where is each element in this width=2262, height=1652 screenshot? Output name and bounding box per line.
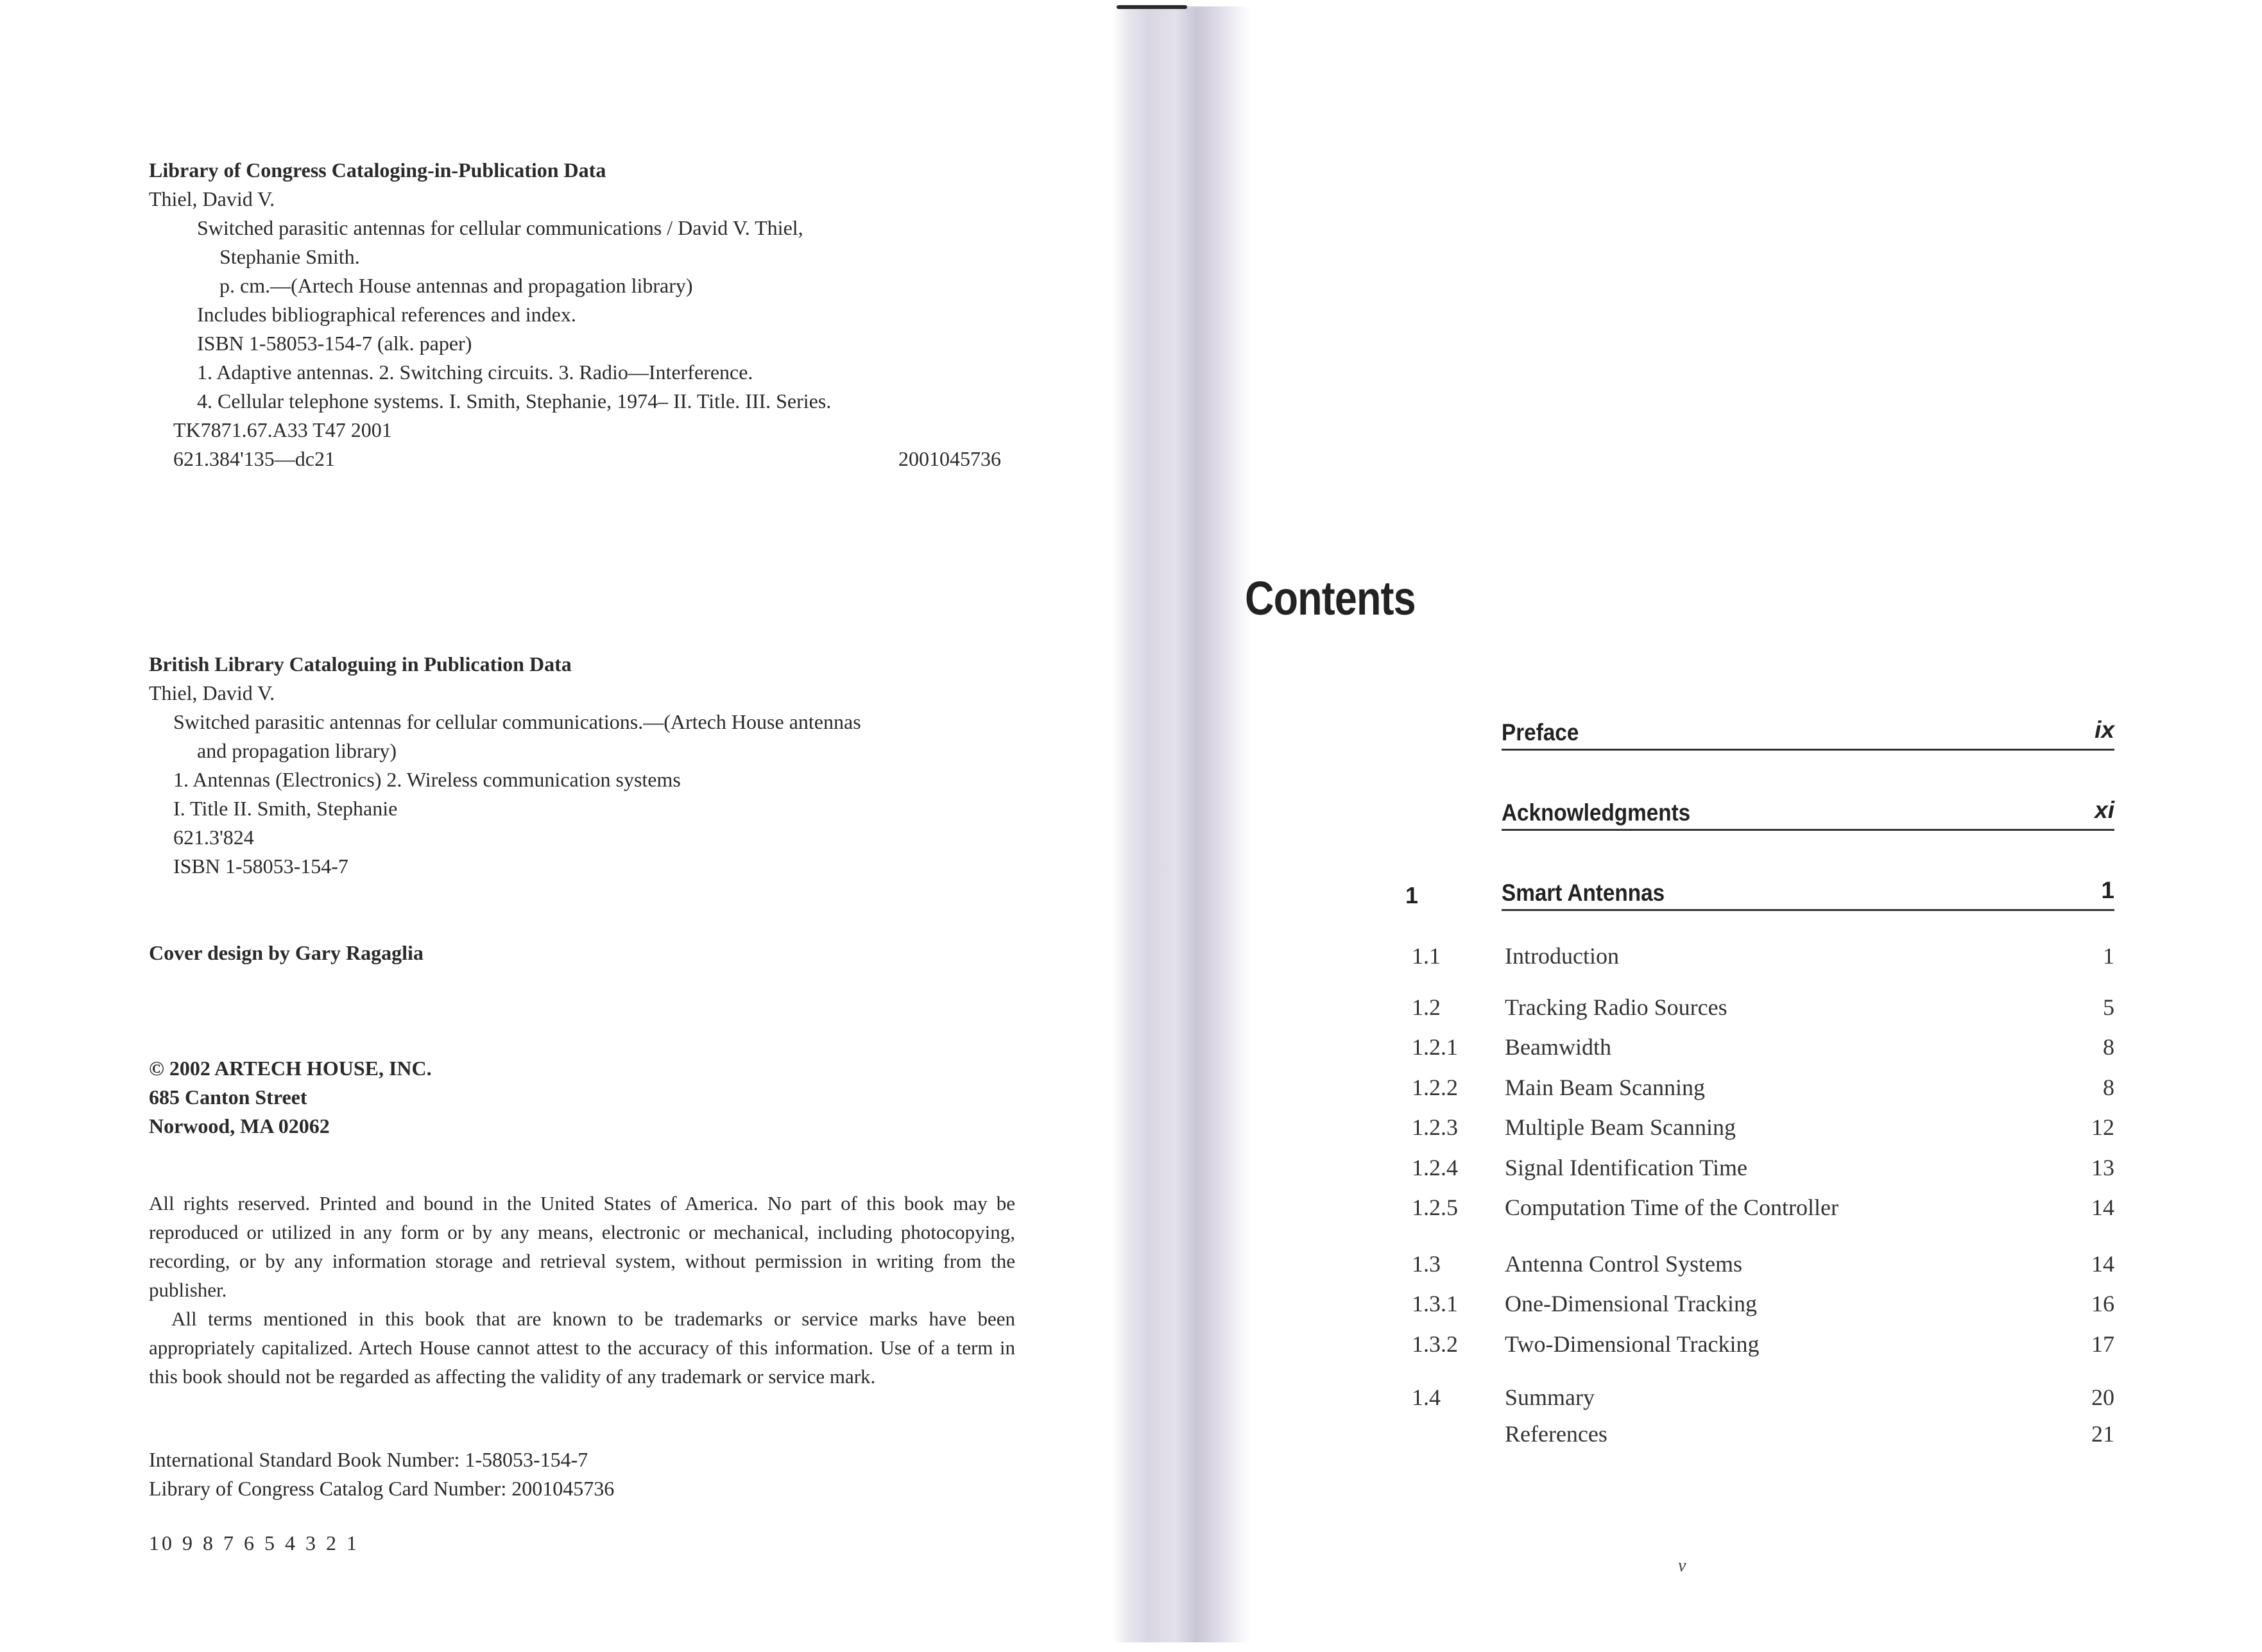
toc-section-title: Tracking Radio Sources: [1505, 994, 1727, 1020]
gutter-edge-mark: [1117, 5, 1187, 9]
bl-dewey-line: 621.3'824: [173, 826, 254, 849]
toc-section-title: Beamwidth: [1505, 1034, 1611, 1060]
toc-section-number: 1.3.1: [1412, 1291, 1458, 1316]
toc-section-title: Introduction: [1505, 943, 1619, 969]
toc-section-number: 1.2.2: [1412, 1075, 1458, 1100]
toc-entry-title: Preface: [1502, 719, 1579, 745]
toc-section-title: Signal Identification Time: [1505, 1155, 1747, 1180]
loc-subjects-line-1: 1. Adaptive antennas. 2. Switching circuits. 3. Radio—Interference.: [197, 361, 753, 384]
toc-entry-preface: [1502, 709, 2114, 751]
bl-cip-block: [149, 650, 861, 881]
toc-section-number: 1.1: [1412, 943, 1441, 969]
toc-section-page: 13: [2091, 1155, 2114, 1180]
loc-cip-heading: Library of Congress Cataloging-in-Publication Data: [149, 158, 606, 182]
toc-section-page: 17: [2091, 1331, 2114, 1357]
toc-section-title: Main Beam Scanning: [1505, 1075, 1705, 1100]
toc-section-number: 1.2.1: [1412, 1034, 1458, 1060]
toc-section-title: References: [1505, 1421, 1607, 1447]
loc-dewey-number: 621.384'135—dc21: [173, 447, 335, 470]
toc-section-page: 16: [2091, 1291, 2114, 1316]
bl-author: Thiel, David V.: [149, 681, 275, 704]
toc-section-number: 1.2.4: [1412, 1155, 1458, 1180]
toc-section-page: 20: [2091, 1384, 2114, 1410]
toc-section-title: Computation Time of the Controller: [1505, 1195, 1838, 1220]
loc-includes-line: Includes bibliographical references and index.: [197, 303, 576, 326]
toc-section-title: Antenna Control Systems: [1505, 1251, 1742, 1277]
toc-section-title: Summary: [1505, 1384, 1595, 1410]
cover-design-credit: Cover design by Gary Ragaglia: [149, 941, 424, 964]
toc-entry-page: ix: [2095, 717, 2114, 743]
lccn-statement: Library of Congress Catalog Card Number: 2001045736: [149, 1477, 615, 1500]
standard-numbers-block: [149, 1445, 614, 1503]
bl-subjects-line: 1. Antennas (Electronics) 2. Wireless communication systems: [173, 768, 681, 791]
loc-author: Thiel, David V.: [149, 187, 275, 210]
toc-chapter-1: [1502, 869, 2114, 911]
toc-section-page: 21: [2091, 1421, 2114, 1447]
publisher-street: 685 Canton Street: [149, 1086, 307, 1109]
toc-section-page: 8: [2103, 1034, 2114, 1060]
toc-section-title: Multiple Beam Scanning: [1505, 1114, 1736, 1140]
loc-dewey-row: [149, 445, 1001, 473]
contents-title: Contents: [1245, 572, 1416, 625]
loc-cip-block: [149, 156, 1001, 473]
toc-section-page: 8: [2103, 1075, 2114, 1100]
toc-section-number: 1.2: [1412, 994, 1441, 1020]
toc-entry-page: xi: [2095, 797, 2114, 823]
rights-paragraph: All rights reserved. Printed and bound in the United States of America. No part of this book may be reproduced or utilized in any form or by any means, electronic or mechanical, including photocopying, recording, or by any information storage and retrieval system, without permission in writing from the publisher.: [149, 1192, 1015, 1301]
toc-chapter-number: 1: [1405, 882, 1419, 908]
toc-chapter-title: Smart Antennas: [1502, 880, 1665, 906]
trademark-paragraph: All terms mentioned in this book that are known to be trademarks or service marks have been appropriately capitalized. Artech House cannot attest to the accuracy of this information. Use of a term in this book should not be regarded as affecting the validity of any trademark or service mark.: [149, 1307, 1015, 1388]
isbn-statement: International Standard Book Number: 1-58053-154-7: [149, 1448, 588, 1471]
toc-section-number: 1.3: [1412, 1251, 1441, 1277]
toc-section-number: 1.3.2: [1412, 1331, 1458, 1357]
bl-cip-heading: British Library Cataloguing in Publication Data: [149, 652, 572, 676]
toc-section-page: 5: [2103, 994, 2114, 1020]
loc-classification-line: TK7871.67.A33 T47 2001: [173, 418, 392, 441]
toc-section-page: 14: [2091, 1195, 2114, 1220]
copyright-line: © 2002 ARTECH HOUSE, INC.: [149, 1057, 432, 1080]
loc-lccn: 2001045736: [898, 447, 1001, 470]
toc-section-number: 1.2.5: [1412, 1195, 1458, 1220]
rights-block: [149, 1189, 1015, 1391]
copyright-page: [0, 0, 1117, 1652]
toc-entry-title: Acknowledgments: [1502, 799, 1691, 826]
printing-line: 10 9 8 7 6 5 4 3 2 1: [149, 1531, 359, 1554]
toc-section-title: One-Dimensional Tracking: [1505, 1291, 1757, 1316]
toc-section-title: Two-Dimensional Tracking: [1505, 1331, 1760, 1357]
loc-series-line: p. cm.—(Artech House antennas and propagation library): [219, 274, 693, 297]
toc-section-page: 14: [2091, 1251, 2114, 1277]
toc-section-page: 1: [2103, 943, 2114, 969]
loc-isbn-line: ISBN 1-58053-154-7 (alk. paper): [197, 332, 472, 355]
book-gutter: [1113, 6, 1251, 1642]
toc-entry-acknowledgments: [1502, 789, 2114, 831]
bl-added-entries-line: I. Title II. Smith, Stephanie: [173, 797, 398, 820]
toc-section-number: 1.4: [1412, 1384, 1441, 1410]
bl-isbn-line: ISBN 1-58053-154-7: [173, 855, 348, 878]
toc-section-number: 1.2.3: [1412, 1114, 1458, 1140]
bl-title-line-1: Switched parasitic antennas for cellular communications.—(Artech House antennas: [173, 710, 861, 733]
loc-title-line-1: Switched parasitic antennas for cellular communications / David V. Thiel,: [197, 216, 803, 239]
loc-subjects-line-2: 4. Cellular telephone systems. I. Smith, Stephanie, 1974– II. Title. III. Series.: [197, 389, 832, 413]
publisher-block: [149, 1054, 432, 1141]
toc-chapter-page: 1: [2101, 877, 2114, 903]
bl-title-line-2: and propagation library): [197, 739, 397, 762]
publisher-city: Norwood, MA 02062: [149, 1114, 330, 1137]
loc-title-line-2: Stephanie Smith.: [219, 245, 360, 268]
toc-section-page: 12: [2091, 1114, 2114, 1140]
page-folio: v: [1678, 1556, 1686, 1576]
